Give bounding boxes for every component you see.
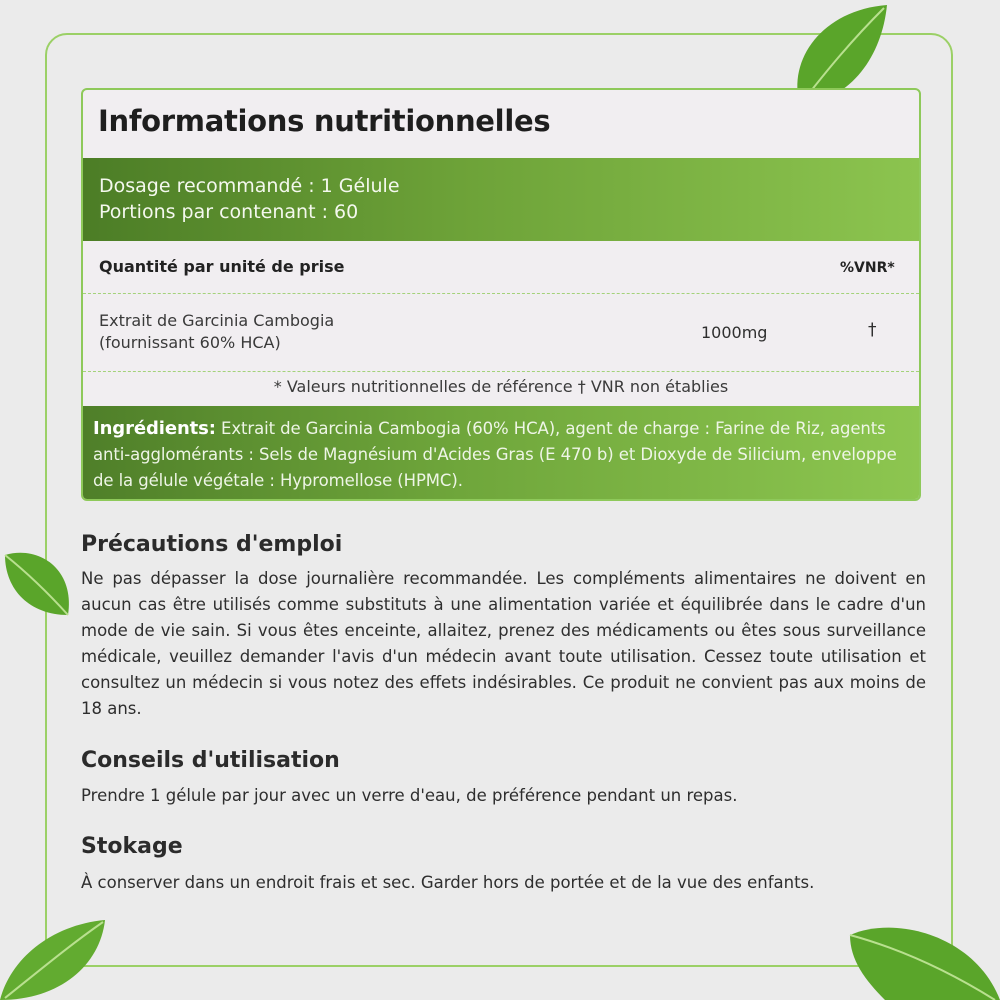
dosage-text: Dosage recommandé : 1 Gélule xyxy=(99,175,400,197)
stockage-text: À conserver dans un endroit frais et sec. Garder hors de portée et de la vue des enfants. xyxy=(81,873,815,892)
leaf-icon xyxy=(0,910,110,1000)
ingredient-name-line1: Extrait de Garcinia Cambogia xyxy=(99,311,335,330)
ingredient-amount: 1000mg xyxy=(701,323,768,342)
footnote: * Valeurs nutritionnelles de référence † VNR non établies xyxy=(273,377,729,396)
conseils-text: Prendre 1 gélule par jour avec un verre d'eau, de préférence pendant un repas. xyxy=(81,786,738,805)
ingredient-name-line2: (fournissant 60% HCA) xyxy=(99,333,281,352)
ingredients-text: Extrait de Garcinia Cambogia (60% HCA), agent de charge : Farine de Riz, agents anti-agglomérants : Sels de Magnésium d'Acides Gras (E 470 b) et Dioxyde de Silicium, enveloppe de la gélule végétale : Hypromellose (HPMC). xyxy=(93,419,897,490)
serving-info xyxy=(83,158,919,241)
leaf-icon xyxy=(845,915,1000,1000)
precautions-title: Précautions d'emploi xyxy=(81,532,343,557)
portions-text: Portions par contenant : 60 xyxy=(99,201,359,223)
leaf-icon xyxy=(0,545,75,620)
header-vnr: %VNR* xyxy=(840,260,895,276)
ingredient-vnr: † xyxy=(868,320,877,340)
stockage-title: Stokage xyxy=(81,834,183,859)
table-header xyxy=(83,241,919,294)
ingredient-name xyxy=(99,310,334,354)
conseils-title: Conseils d'utilisation xyxy=(81,748,340,773)
header-quantity: Quantité par unité de prise xyxy=(99,257,345,276)
nutrition-card xyxy=(81,88,921,501)
table-row xyxy=(83,294,919,372)
ingredients-label: Ingrédients: xyxy=(93,418,216,439)
card-title: Informations nutritionnelles xyxy=(98,104,551,138)
precautions-text: Ne pas dépasser la dose journalière recommandée. Les compléments alimentaires ne doivent en aucun cas être utilisés comme substituts à une alimentation variée et équilibrée dans le cadre d'un mode de vie sain. Si vous êtes enceinte, allaitez, prenez des médicaments ou êtes sous surveillance médicale, veuillez demander l'avis d'un médecin avant toute utilisation. Cessez toute utilisation et consultez un médecin si vous notez des effets indésirables. Ce produit ne convient pas aux moins de 18 ans. xyxy=(81,569,926,718)
ingredients-box xyxy=(83,406,919,501)
